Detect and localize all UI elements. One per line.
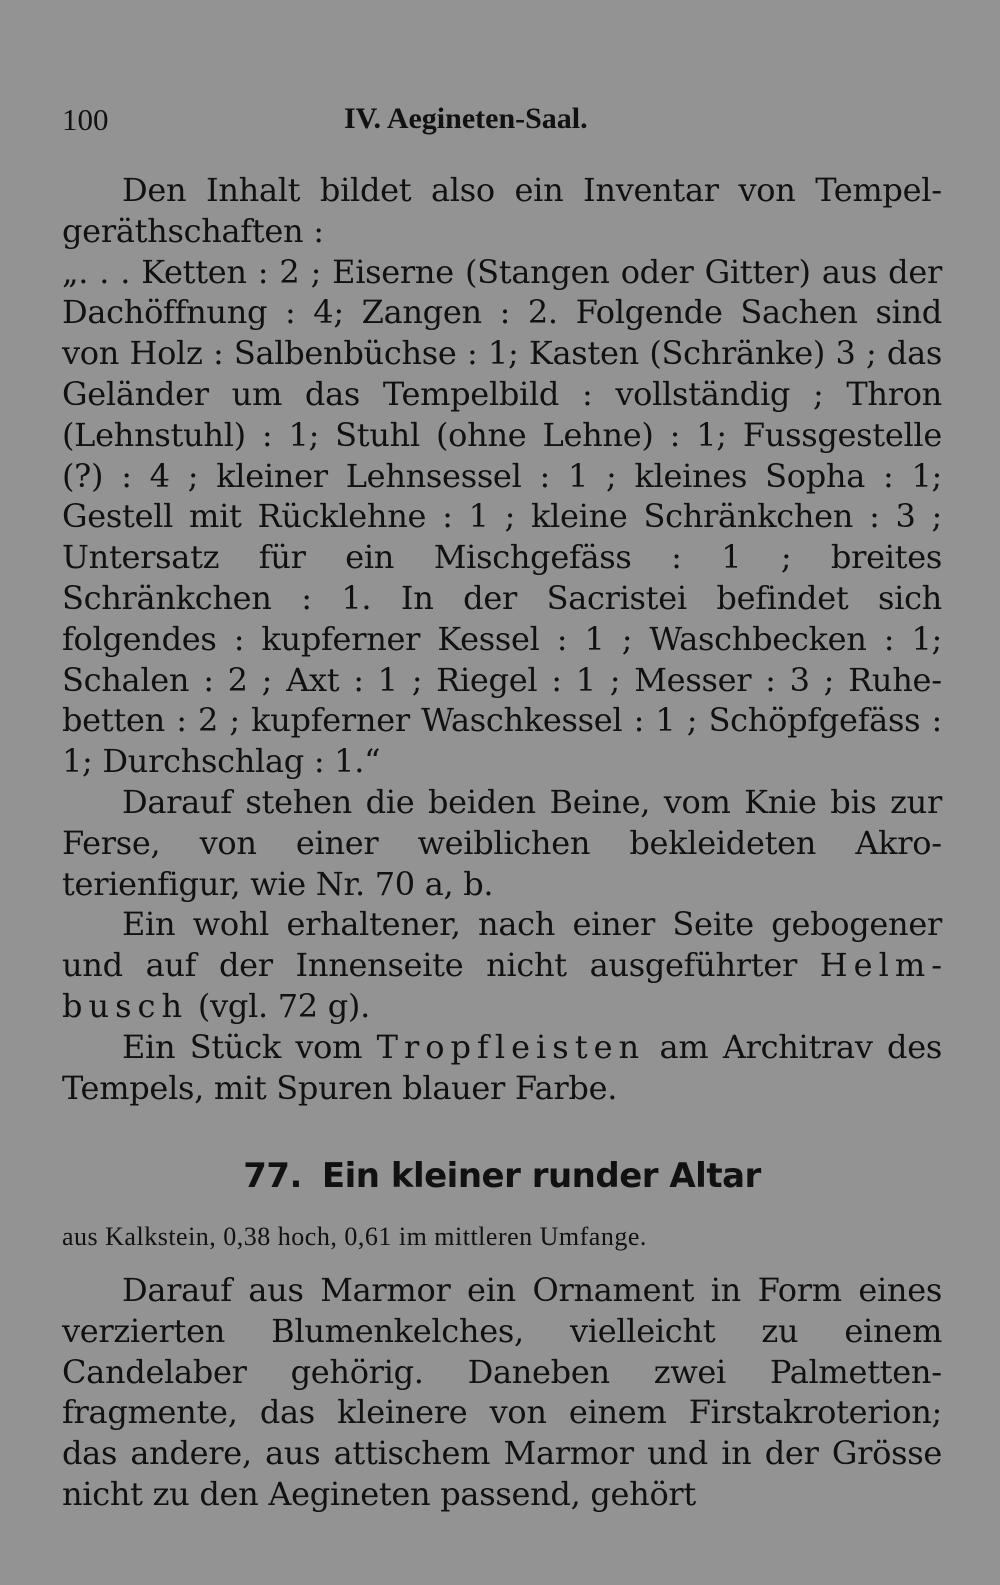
spaced-term-tropfleisten: Tropfleisten: [376, 1027, 646, 1066]
spaced-term-helmbusch: Helmbusch: [62, 946, 942, 1025]
paragraph-tropfleisten: Ein Stück vom Tropfleisten am Architrav des Tempels, mit Spuren blauer Farbe.: [62, 1027, 942, 1107]
paragraph-legs: Darauf stehen die beiden Beine, vom Knie bis zur Ferse, von einer weiblichen bekleideten Akroterienfigur, wie Nr. 70 a, b.: [62, 782, 942, 903]
section-title: IV. Aegineten-Saal.: [344, 102, 588, 135]
body-text-top: [62, 170, 942, 1108]
paragraph-inventory-quote: „. . . Ketten : 2 ; Eiserne (Stangen oder Gitter) aus der Dachöffnung : 4; Zangen : 2. Folgende Sachen sind von Holz : Salbenbüchse : 1; Kasten (Schränke) 3 ; das Geländer um das Tempelbild : vollständig ; Thron (Lehnstuhl) : 1; Stuhl (ohne Lehne) : 1; Fussgestelle (?) : 4 ; kleiner Lehnsessel : 1 ; kleines Sopha : 1; Gestell mit Rücklehne : 1 ; kleine Schränkchen : 3 ; Untersatz für ein Mischgefäss : 1 ; breites Schränkchen : 1. In der Sacristei befindet sich folgendes : kupferner Kessel : 1 ; Waschbecken : 1; Schalen : 2 ; Axt : 1 ; Riegel : 1 ; Messer : 3 ; Ruhebetten : 2 ; kupferner Waschkessel : 1 ; Schöpfgefäss : 1; Durchschlag : 1.“: [62, 252, 942, 781]
book-page: [62, 0, 942, 1585]
item-heading: [62, 1156, 942, 1196]
paragraph-helmbusch: Ein wohl erhaltener, nach einer Seite gebogener und auf der Innenseite nicht ausgeführter Helmbusch (vgl. 72 g).: [62, 905, 942, 1025]
item-title: Ein kleiner runder Altar: [321, 1156, 761, 1196]
paragraph-ornament: Darauf aus Marmor ein Ornament in Form eines verzierten Blumenkelches, vielleicht zu einem Candelaber gehörig. Daneben zwei Palmettenfragmente, das kleinere von einem Firstakroterion; das andere, aus attischem Marmor und in der Grösse nicht zu den Aegineten passend, gehört: [62, 1271, 942, 1513]
item-number: 77.: [243, 1156, 302, 1196]
paragraph-inventory-intro: Den Inhalt bildet also ein Inventar von Tempelgeräthschaften :: [62, 171, 942, 250]
running-head: [62, 102, 942, 142]
body-text-bottom: [62, 1270, 942, 1515]
page-number: 100: [62, 102, 109, 137]
item-description: aus Kalkstein, 0,38 hoch, 0,61 im mittleren Umfange.: [62, 1222, 647, 1251]
